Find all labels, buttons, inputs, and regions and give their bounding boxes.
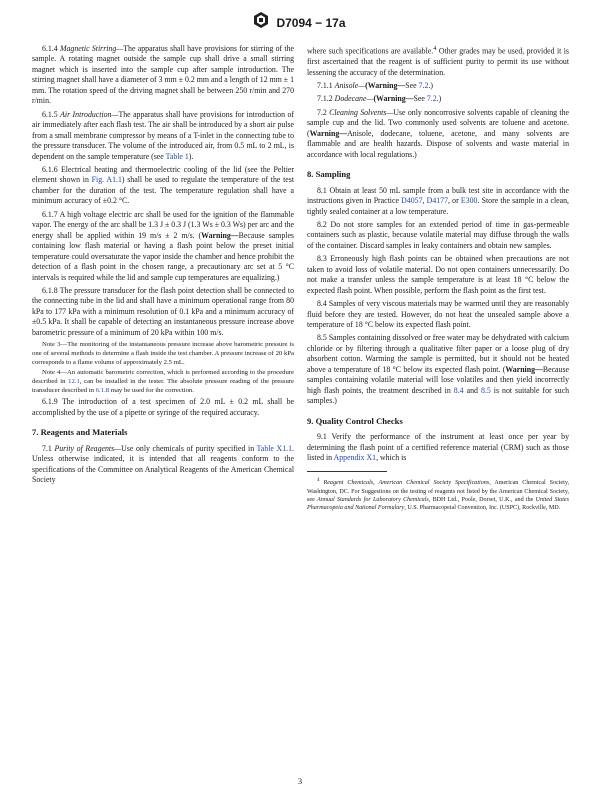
footnote-divider	[307, 471, 387, 472]
section-heading-9: 9. Quality Control Checks	[307, 415, 403, 426]
table-x1-1-link[interactable]: Table X1.1	[256, 443, 293, 453]
section-8-5-link[interactable]: 8.5	[480, 385, 491, 395]
appendix-x1-link[interactable]: Appendix X1	[333, 453, 377, 463]
paragraph-8-5: 8.5 Samples containing dissolved or free water may be dehydrated with calcium chloride or by filtering through a qualitative filter paper or a loose plug of dry absorbent cotton. Warming the sample is permitted, but it should not be heated above a temperature of 18 °C below its expected flash point. (Warning—Because samples containing volatile material will lose volatiles and then yield incorrectly high flash points, the treatment described in 8.4 and 8.5 is not suitable for such samples.)	[307, 333, 570, 406]
page-header	[0, 12, 600, 33]
paragraph-7-1-continued: where such specifications are available.$^4$ Other grades may be used, provided it is first ascertained that the reagent is of sufficient purity to permit its use without lessening the accuracy of the determination.	[307, 45, 569, 77]
paragraph-7-2: 7.2 Cleaning Solvents—Use only noncorrosive solvents capable of cleaning the sample cup and the lid. Two commonly used solvents are toluene and acetone. (Warning—Anisole, dodecane, toluene, acetone, and many solvents are flammable and are health hazards. Dispose of solvents and waste material in accordance with local regulations.)	[307, 107, 569, 159]
e300-link[interactable]: E300	[460, 196, 478, 206]
right-column	[307, 44, 569, 515]
table-1-link[interactable]: Table 1	[165, 151, 189, 161]
paragraph-7-1: 7.1 Purity of Reagents—Use only chemicals of purity specified in Table X1.1. Unless otherwise indicated, it is intended that all reagents conform to the specifications of the Committee on Analytical Reagents of the American Chemical Society	[32, 443, 294, 485]
left-column	[32, 44, 294, 489]
paragraph-8-2: 8.2 Do not store samples for an extended period of time in gas-permeable containers such as plastic, because volatile material may diffuse through the walls of the container. Discard samples in leaky containers and obtain new samples.	[307, 219, 569, 250]
paragraph-7-1-1: 7.1.1 Anisole—(Warning—See 7.2.)	[317, 80, 433, 90]
paragraph-7-1-2: 7.1.2 Dodecane—(Warning—See 7.2.)	[317, 94, 442, 104]
paragraph-6-1-8: 6.1.8 The pressure transducer for the flash point detection shall be connected to the connecting tube in the lid and shall have a minimum operational range from 80 kPa to 177 kPa with a minimum resolution of 0.1 kPa and a minimum accuracy of ±0.5 kPa. It shall be capable of detecting an instantaneous pressure increase above barometric pressure of a minimum of 20 kPa within 100 m/s.	[32, 285, 294, 337]
paragraph-9-1: 9.1 Verify the performance of the instrument at least once per year by determining the flash point of a certified reference material (CRM) such as those listed in Appendix X1, which is	[307, 432, 569, 463]
d4177-link[interactable]: D4177	[426, 196, 449, 206]
section-6-1-8-link[interactable]: 6.1.8	[95, 386, 110, 394]
d4057-link[interactable]: D4057	[401, 196, 423, 206]
section-heading-7: 7. Reagents and Materials	[32, 427, 128, 438]
section-7-2-link[interactable]: 7.2	[418, 80, 429, 90]
section-12-1-link[interactable]: 12.1	[68, 378, 80, 386]
note-4: Note 4—An automatic barometric correction, which is performed according to the procedure described in 12.1, can be installed in the tester. The absolute pressure reading of the pressure transducer described in 6.1.8 may be used for the correction.	[32, 369, 295, 394]
note-3: Note 3—The monitoring of the instantaneous pressure increase above barometric pressure is one of several methods to determine a flash inside the test chamber. A pressure increase of 20 kPa corresponds to a flame volume of approximately 2.5 mL.	[32, 341, 294, 366]
paragraph-6-1-5: 6.1.5 Air Introduction—The apparatus shall have provisions for introduction of air immediately after each flash test. The air shall be introduced by a short air pulse from a small membrane compressor by means of a T-inlet in the connecting tube to the pressure transducer. The volume of the introduced air, from 0.5 mL to 2 mL, is dependent on the sample temperature (see Table 1).	[32, 109, 294, 161]
fig-a1-1-link[interactable]: Fig. A1.1	[91, 175, 122, 185]
footnote-ref-4[interactable]: 4	[433, 45, 437, 52]
paragraph-6-1-4: 6.1.4 Magnetic Stirring—The apparatus shall have provisions for stirring of the sample. A rotating magnet outside the sample cup shall drive a small stirring magnet which is inserted into the sample cup after sample introduction. The stirring magnet shall have a diameter of 3 mm ± 0.2 mm and a length of 12 mm ± 1 mm. The rotation speed of the driving magnet shall be between 250 r/min and 270 r/min.	[32, 44, 294, 106]
section-8-4-link[interactable]: 8.4	[453, 385, 464, 395]
standard-designation: D7094 − 17a	[276, 15, 346, 30]
paragraph-6-1-6: 6.1.6 Electrical heating and thermoelectric cooling of the lid (see the Peltier element shown in Fig. A1.1) shall be used to regulate the temperature of the test chamber for the duration of the test. The temperature regulation shall have a minimum accuracy of ±0.2 °C.	[32, 164, 295, 206]
page-number: 3	[297, 776, 303, 786]
paragraph-6-1-9: 6.1.9 The introduction of a test specimen of 2.0 mL ± 0.2 mL shall be accomplished by the use of a pipette or syringe of the required accuracy.	[32, 397, 294, 417]
paragraph-8-1: 8.1 Obtain at least 50 mL sample from a bulk test site in accordance with the instructions given in Practice D4057, D4177, or E300. Store the sample in a clean, tightly sealed container at a low temperature.	[307, 185, 570, 216]
section-heading-8: 8. Sampling	[307, 169, 351, 180]
paragraph-6-1-7: 6.1.7 A high voltage electric arc shall be used for the ignition of the flammable vapor. The energy of the arc shall be 1.3 J ± 0.3 J (1.3 Ws ± 0.3 Ws) per arc and the energy shall be applied within 19 m/s ± 2 m/s. (Warning—Because samples containing low flash material or having a flash point below the preset initial temperature could oversaturate the vapor inside the chamber and hence prohibit the detection of a flash point in the chosen range, a precautionary arc set at 5 °C intervals is required while the lid and sample cup temperatures are equalizing.)	[32, 209, 295, 282]
paragraph-8-4: 8.4 Samples of very viscous materials may be warmed until they are reasonably fluid before they are tested. However, do not heat the unsealed sample above a temperature of 18 °C below its expected flash point.	[307, 299, 569, 330]
section-7-2-link[interactable]: 7.2	[426, 94, 437, 104]
astm-logo-icon	[254, 12, 268, 33]
footnote-4: $^4$ Reagent Chemicals, American Chemical Society Specifications, American Chemical Society, Washington, DC. For Suggestions on the testing of reagents not listed by the American Chemical Society, see Annual Standards for Laboratory Chemicals, BDH Ltd., Poole, Dorset, U.K., and the United States Pharmacopeia and National Formulary, U.S. Pharmacopeial Convention, Inc. (USPC), Rockville, MD.	[307, 477, 570, 511]
paragraph-8-3: 8.3 Erroneously high flash points can be obtained when precautions are not taken to avoid loss of volatile material. Do not open containers unnecessarily. Do not make a transfer unless the sample temperature is at least 18 °C below the expected flash point. When possible, perform the flash point as the first test.	[307, 254, 569, 295]
